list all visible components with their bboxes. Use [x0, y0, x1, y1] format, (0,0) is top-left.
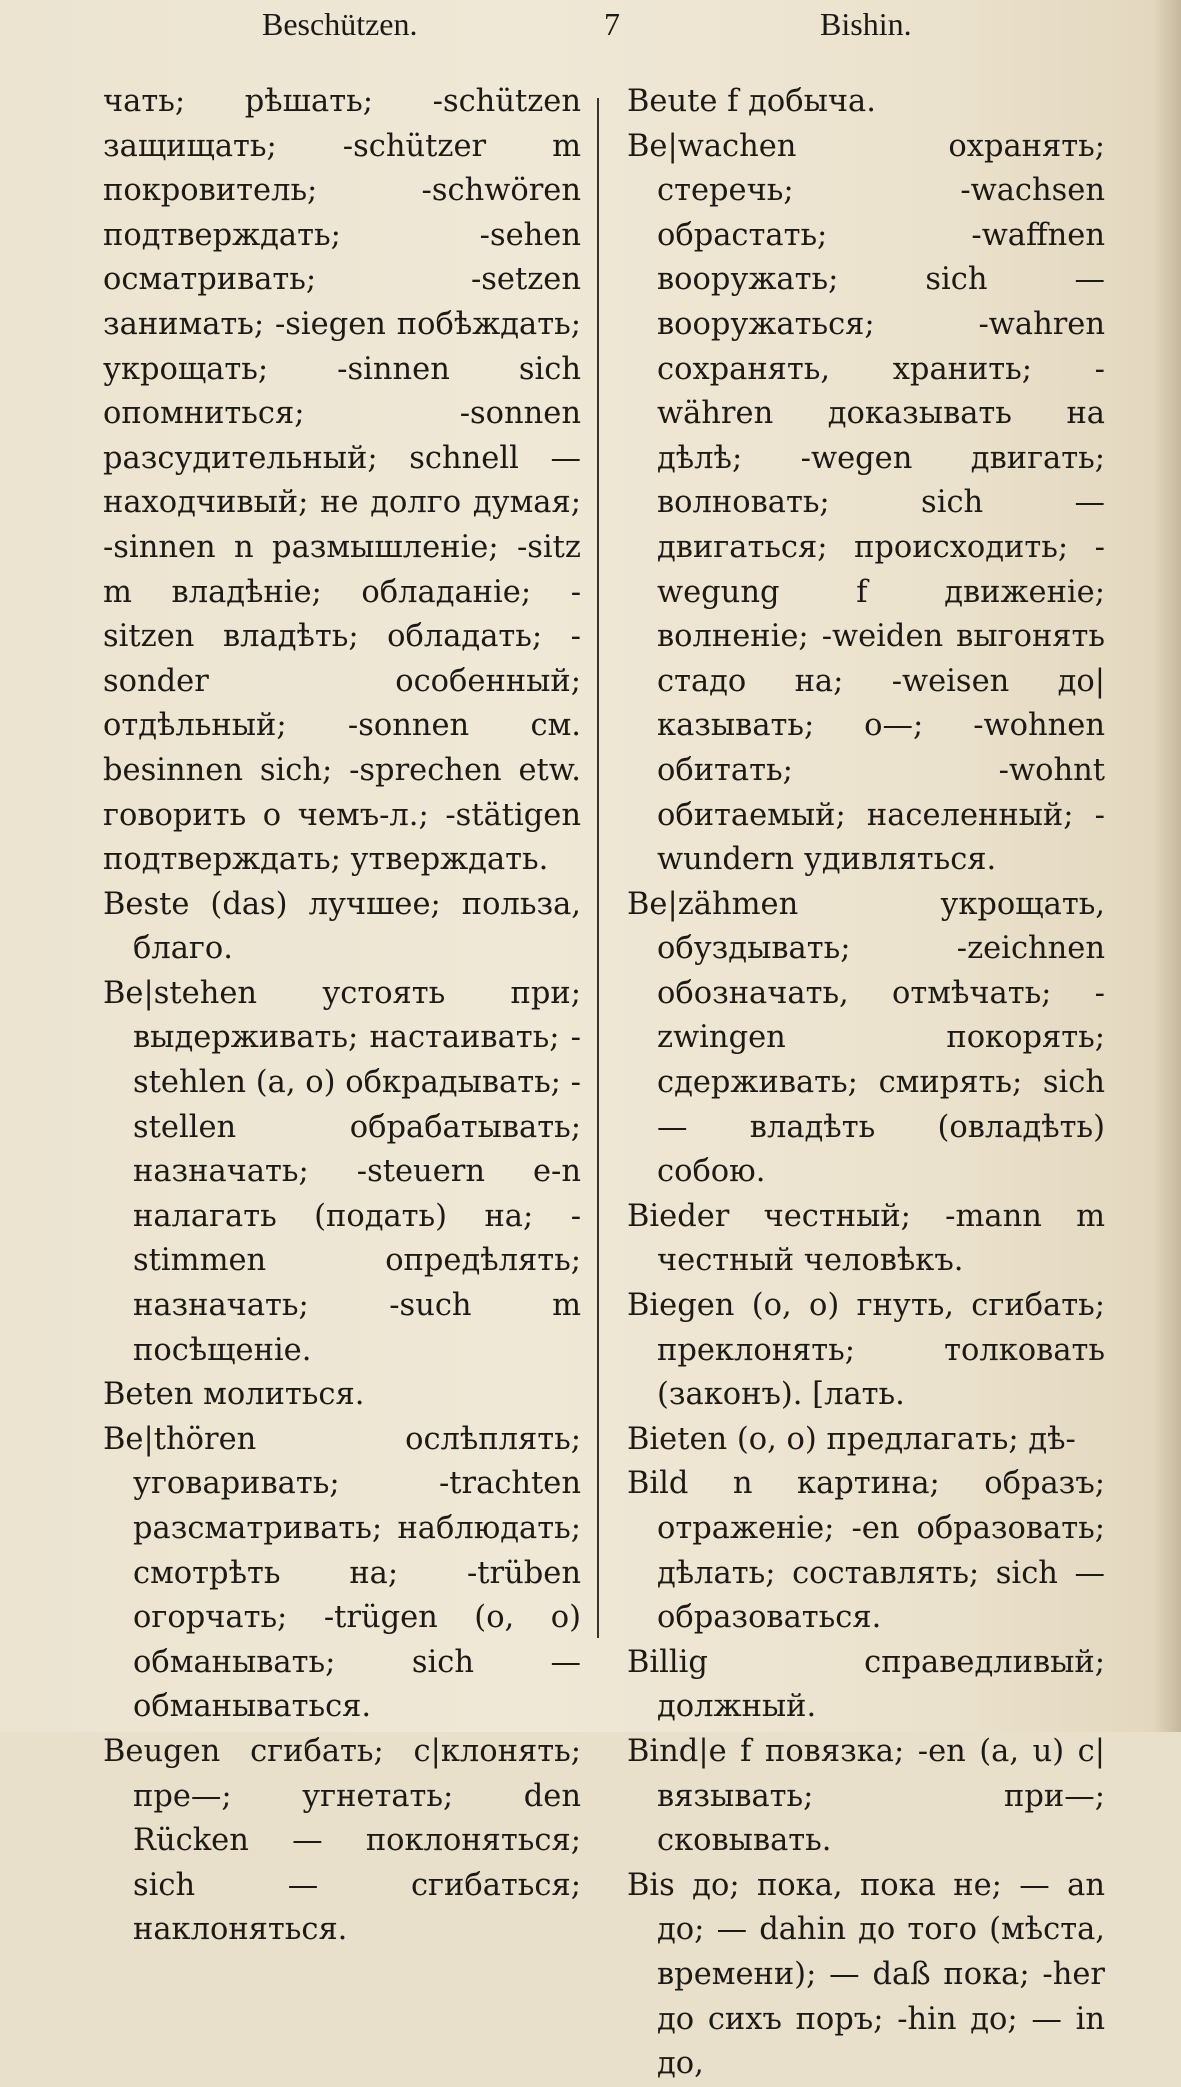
dictionary-entry: Bieten (o, o) предлагать; дѣ- [627, 1421, 1076, 1457]
header-last-word: Bishin. [820, 6, 912, 42]
dictionary-entry: Be|wachen охранять; стеречь; -wachsen обрастать; -waffnen вооружать; sich — вооружаться; -wahren сохранять, хранить; -währen доказывать на дѣлѣ; -wegen двигать; волновать; sich — двигаться; происходить; -wegung f движеніе; волненіе; -weiden выгонять стадо на; -weisen до|казывать; о—; -wohnen обитать; -wohnt обитаемый; населенный; -wundern удивляться. [627, 128, 1105, 878]
running-header [0, 0, 1181, 52]
dictionary-entry: Biegen (o, o) гнуть, сгибать; преклонять; толковать (законъ). [лать. [627, 1288, 1105, 1413]
dictionary-entry: Bild n картина; образъ; отраженіе; -en образовать; дѣлать; составлять; sich — образоваться. [627, 1466, 1105, 1636]
page-number: 7 [604, 6, 620, 42]
dictionary-entry: Billig справедливый; должный. [627, 1644, 1105, 1725]
header-first-word: Beschützen. [262, 6, 418, 42]
page-edge-shadow [1153, 0, 1181, 1732]
dictionary-entry: Beute f добыча. [627, 84, 876, 119]
dictionary-entry: Bind|e f повязка; -en (a, u) с|вязывать; при—; сковывать. [627, 1733, 1105, 1859]
dictionary-entry: Beugen сгибать; с|клонять; пре—; угнетать; den Rücken — поклоняться; sich — сгибаться; наклоняться. [103, 1733, 581, 1948]
dictionary-entry: Bis до; пока, пока не; — an до; — dahin до того (мѣста, времени); — daß пока; -her до сихъ поръ; -hin до; — in до, [627, 1867, 1105, 2082]
dictionary-entry: чать; рѣшать; -schützen защищать; -schützer m покровитель; -schwören подтверждать; -sehen осматривать; -setzen занимать; -siegen побѣждать; укрощать; -sinnen sich опомниться; -sonnen разсудительный; schnell — находчивый; не долго думая; -sinnen n размышленіе; -sitz m владѣніе; обладаніе; -sitzen владѣть; обладать; -sonder особенный; отдѣльный; -sonnen см. besinnen sich; -sprechen etw. говорить о чемъ-л.; -stätigen подтверждать; утверждать. [103, 84, 581, 878]
dictionary-entry: Be|thören ослѣплять; уговаривать; -trachten разсматривать; наблюдать; смотрѣть на; -trüben огорчать; -trügen (o, o) обманывать; sich — обманываться. [103, 1421, 581, 1725]
column-divider [597, 98, 599, 1638]
dictionary-entry: Beten молиться. [103, 1377, 365, 1413]
dictionary-entry: Bieder честный; -mann m честный человѣкъ. [627, 1198, 1105, 1279]
dictionary-entry: Beste (das) лучшее; польза, благо. [103, 886, 581, 967]
dictionary-entry: Be|zähmen укрощать, обуздывать; -zeichnen обозначать, отмѣчать; -zwingen покорять; сдерживать; смирять; sich — владѣть (овладѣть) собою. [627, 886, 1105, 1190]
right-column [627, 80, 1105, 2087]
left-column [103, 80, 581, 1953]
dictionary-entry: Be|stehen устоять при; выдерживать; настаивать; -stehlen (a, o) обкрадывать; -stellen обрабатывать; назначать; -steuern e-n налагать (подать) на; -stimmen опредѣлять; назначать; -such m посѣщеніе. [103, 975, 581, 1368]
